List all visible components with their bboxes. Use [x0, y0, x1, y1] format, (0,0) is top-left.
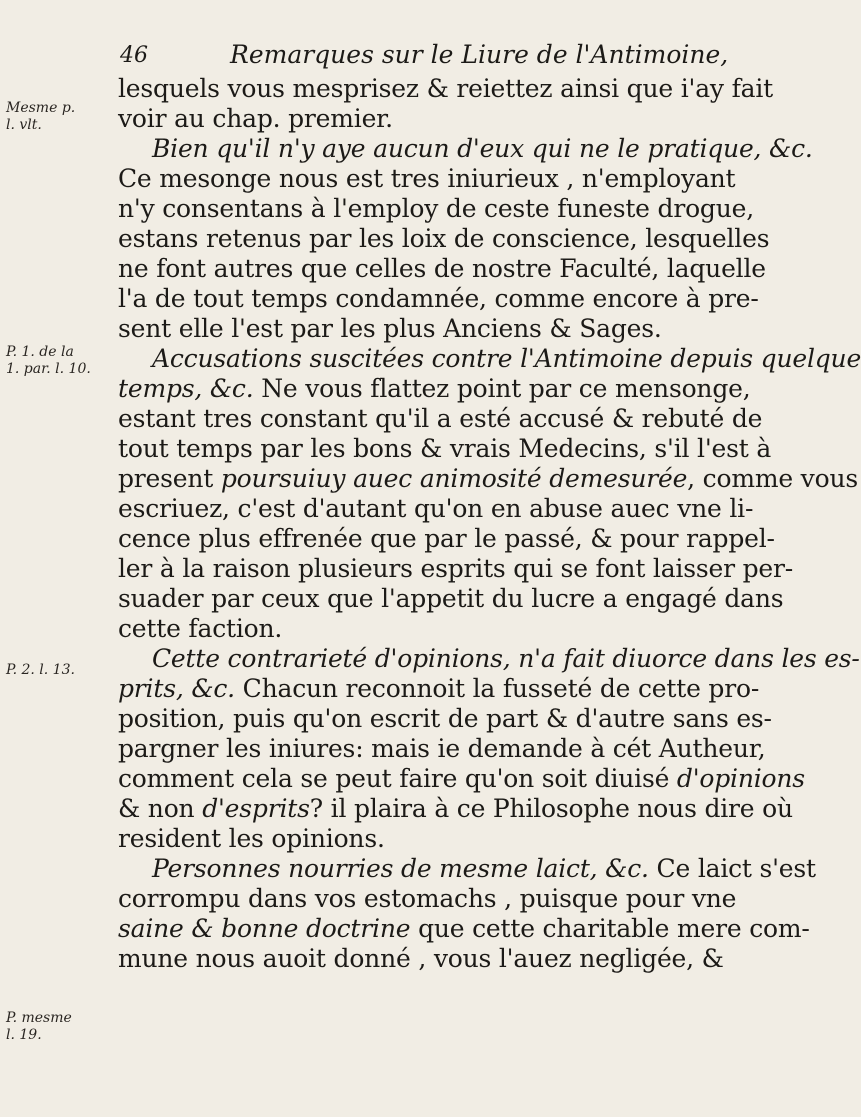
text-segment: & non: [118, 794, 203, 823]
body-text: [118, 74, 861, 974]
text-line: [118, 854, 816, 884]
text-line: [118, 194, 754, 224]
text-line: [118, 794, 793, 824]
margin-note-line: l. vlt.: [6, 117, 42, 133]
text-segment: suader par ceux que l'appetit du lucre a engagé dans: [118, 584, 784, 613]
text-segment: n'y consentans à l'employ de ceste funeste drogue,: [118, 194, 754, 223]
text-segment: estant tres constant qu'il a esté accusé & rebuté de: [118, 404, 763, 433]
text-segment: cette faction.: [118, 614, 283, 643]
margin-note-line: P. mesme: [6, 1010, 72, 1026]
running-title: Remarques sur le Liure de l'Antimoine,: [230, 40, 729, 69]
text-segment: position, puis qu'on escrit de part & d'autre sans es-: [118, 704, 772, 733]
text-segment: Ce mesonge nous est tres iniurieux , n'employant: [118, 164, 736, 193]
text-line: [118, 644, 860, 674]
text-line: [118, 374, 751, 404]
italic-quote: poursuiuy auec animosité demesurée: [220, 464, 688, 493]
text-line: [118, 314, 744, 344]
text-segment: estans retenus par les loix de conscience, lesquelles: [118, 224, 770, 253]
text-line: [118, 674, 760, 704]
text-line: [118, 884, 744, 914]
text-line: [118, 824, 744, 854]
text-segment: ne font autres que celles de nostre Faculté, laquelle: [118, 254, 766, 283]
text-segment: Chacun reconnoit la fusseté de cette pro-: [234, 674, 760, 703]
text-line: [118, 254, 766, 284]
italic-quote: saine & bonne doctrine: [118, 914, 411, 943]
text-segment: cence plus effrenée que par le passé, & pour rappel-: [118, 524, 775, 553]
italic-quote: prits, &c.: [118, 674, 235, 703]
italic-quote: Personnes nourries de mesme laict, &c.: [152, 854, 649, 883]
page-number: 46: [120, 43, 148, 68]
text-segment: resident les opinions.: [118, 824, 385, 853]
margin-note: [6, 662, 92, 679]
text-segment: sent elle l'est par les plus Anciens & Sages.: [118, 314, 662, 343]
text-segment: Ce laict s'est: [648, 854, 816, 883]
text-segment: present: [118, 464, 221, 493]
text-line: [118, 704, 772, 734]
margin-note: [6, 344, 92, 378]
page-header: [120, 40, 740, 74]
italic-quote: d'opinions: [676, 764, 805, 793]
text-line: [118, 434, 772, 464]
text-segment: pargner les iniures: mais ie demande à cét Autheur,: [118, 734, 766, 763]
margin-note-line: 1. par. l. 10.: [6, 361, 91, 377]
text-line: [118, 344, 861, 374]
text-segment: ler à la raison plusieurs esprits qui se font laisser per-: [118, 554, 793, 583]
margin-note-line: P. 2. l. 13.: [6, 662, 75, 678]
text-segment: corrompu dans vos estomachs , puisque pour vne: [118, 884, 737, 913]
text-line: [118, 164, 744, 194]
text-segment: , comme vous: [687, 464, 858, 493]
margin-note-line: P. 1. de la: [6, 344, 74, 360]
text-line: [118, 494, 754, 524]
text-line: [118, 104, 744, 134]
text-line: [118, 764, 805, 794]
text-segment: lesquels vous mesprisez & reiettez ainsi que i'ay fait: [118, 74, 773, 103]
text-line: [118, 524, 775, 554]
italic-quote: Cette contrarieté d'opinions, n'a fait diuorce dans les es-: [152, 644, 860, 673]
text-segment: l'a de tout temps condamnée, comme encore à pre-: [118, 284, 759, 313]
text-segment: Ne vous flattez point par ce mensonge,: [253, 374, 751, 403]
margin-note: [6, 1010, 92, 1044]
text-segment: mune nous auoit donné , vous l'auez negligée, &: [118, 944, 724, 973]
text-line: [118, 224, 770, 254]
text-segment: ? il plaira à ce Philosophe nous dire où: [309, 794, 793, 823]
text-line: [118, 284, 759, 314]
text-segment: tout temps par les bons & vrais Medecins, s'il l'est à: [118, 434, 772, 463]
text-segment: que cette charitable mere com-: [410, 914, 810, 943]
text-line: [118, 464, 858, 494]
text-line: [118, 74, 773, 104]
text-segment: voir au chap. premier.: [118, 104, 393, 133]
italic-quote: Accusations suscitées contre l'Antimoine depuis quelque: [152, 344, 861, 373]
text-segment: escriuez, c'est d'autant qu'on en abuse auec vne li-: [118, 494, 754, 523]
text-line: [118, 914, 810, 944]
margin-note-line: Mesme p.: [6, 100, 76, 116]
italic-quote: d'esprits: [202, 794, 310, 823]
text-line: [118, 584, 784, 614]
margin-note: [6, 100, 92, 134]
text-line: [118, 944, 744, 974]
text-line: [118, 734, 766, 764]
text-line: [118, 134, 813, 164]
italic-quote: temps, &c.: [118, 374, 254, 403]
text-line: [118, 404, 763, 434]
margin-note-line: l. 19.: [6, 1027, 42, 1043]
italic-quote: Bien qu'il n'y aye aucun d'eux qui ne le pratique, &c.: [152, 134, 813, 163]
text-segment: comment cela se peut faire qu'on soit diuisé: [118, 764, 677, 793]
text-line: [118, 614, 744, 644]
text-line: [118, 554, 793, 584]
